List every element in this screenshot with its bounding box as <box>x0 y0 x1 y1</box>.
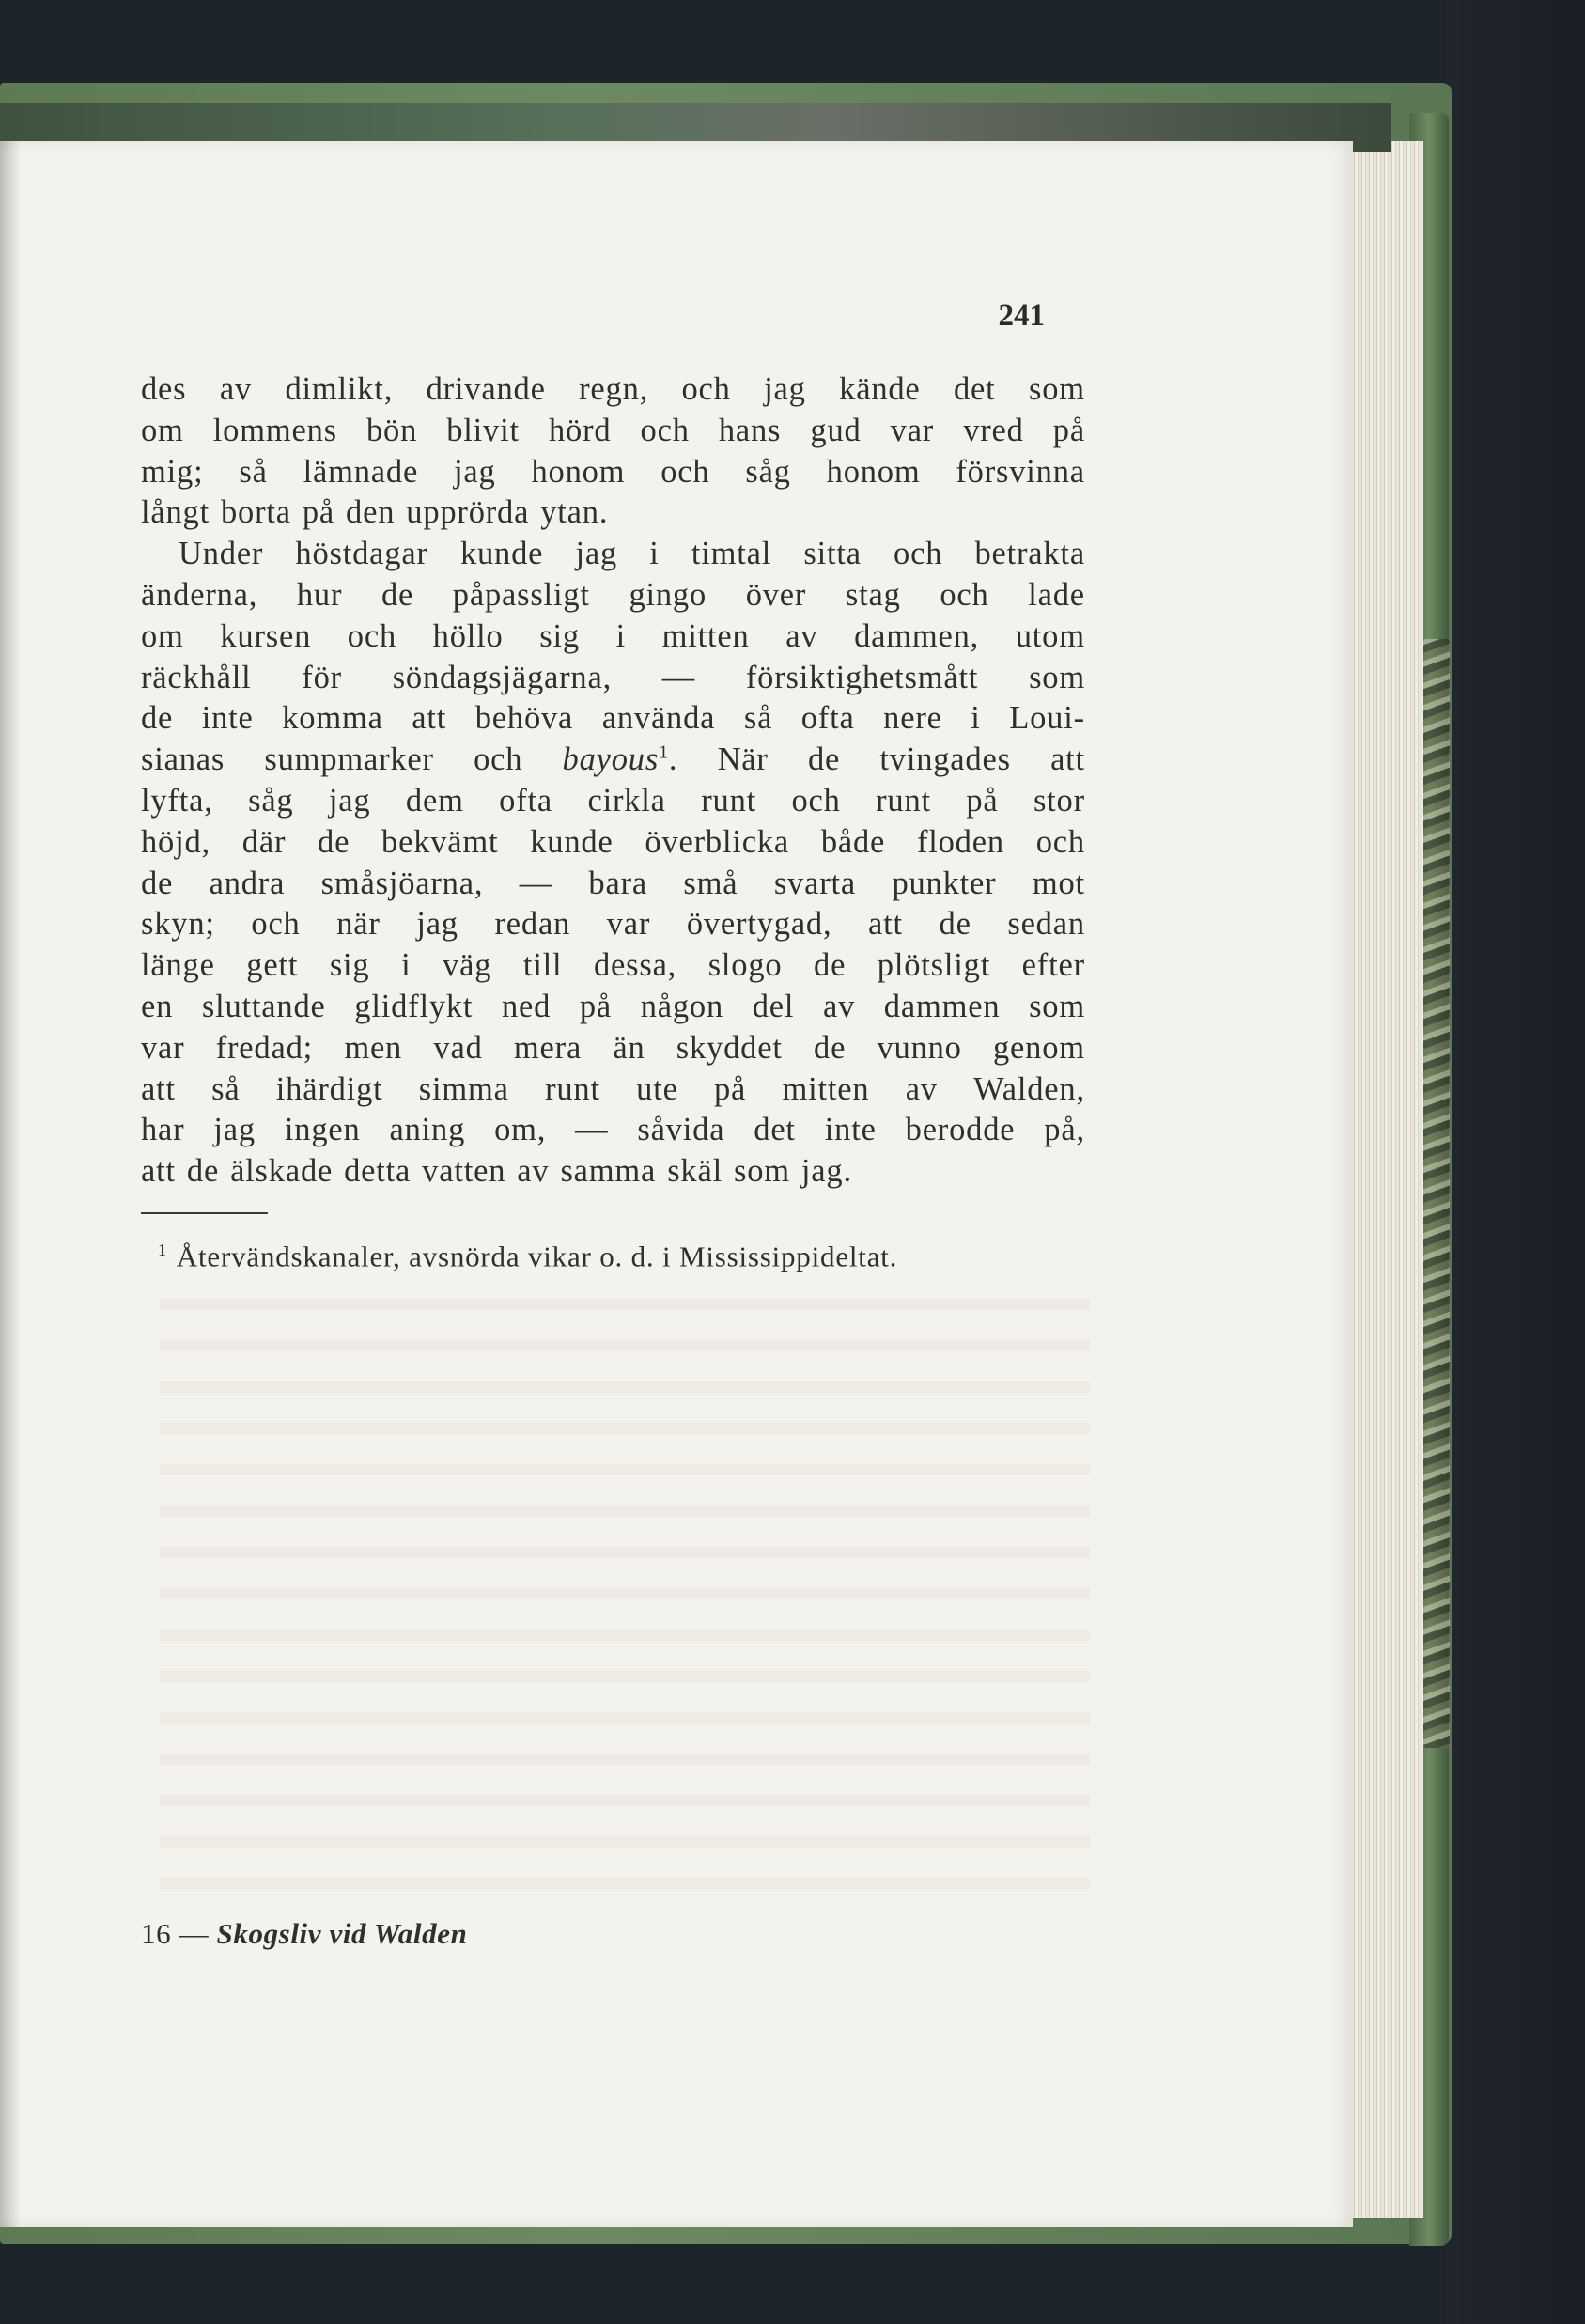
word: fredad; <box>215 1029 314 1066</box>
word: inte <box>201 700 254 737</box>
word: simma <box>418 1070 509 1107</box>
word: överblicka <box>645 823 789 860</box>
word: nere <box>883 700 942 737</box>
word: upprörda <box>406 494 530 531</box>
word: kunde <box>459 536 544 572</box>
word: i <box>615 617 626 654</box>
word: att <box>412 700 447 737</box>
word: cirkla <box>587 782 666 819</box>
word: ute <box>636 1070 678 1107</box>
word: ytan. <box>540 494 609 531</box>
word: komma <box>282 700 383 737</box>
word: sluttande <box>201 988 326 1024</box>
text-line <box>141 1069 1085 1111</box>
word: väg <box>443 947 492 984</box>
word: älskade <box>230 1153 334 1190</box>
word: någon <box>640 988 724 1024</box>
word: om <box>141 412 184 448</box>
word: bara <box>588 865 647 901</box>
text-line <box>141 1028 1085 1069</box>
word: lommens <box>212 412 337 448</box>
word: över <box>745 576 807 613</box>
word: i <box>401 947 412 984</box>
word: Loui- <box>1009 700 1085 737</box>
word: länge <box>141 947 215 984</box>
word: där <box>241 823 287 860</box>
word: de <box>381 576 414 613</box>
word: samma <box>560 1153 657 1190</box>
word: var <box>141 1029 185 1066</box>
word: hörd <box>548 412 612 448</box>
word: bekvämt <box>381 823 499 860</box>
word: sedan <box>1007 906 1085 943</box>
word: räckhåll <box>141 659 252 695</box>
word: mitten <box>661 617 750 654</box>
word: jag <box>328 782 371 819</box>
marbled-edge <box>1423 639 1450 1748</box>
word: dem <box>405 782 464 819</box>
word: slogo <box>707 947 783 984</box>
word: jag <box>764 371 806 407</box>
word: lämnade <box>303 453 419 490</box>
page-number: 241 <box>998 299 1045 333</box>
word: borta <box>220 494 291 531</box>
word: svarta <box>773 865 857 901</box>
word: bön <box>365 412 418 448</box>
word: och <box>474 741 523 778</box>
word: de <box>186 1153 220 1190</box>
word: att <box>141 1070 176 1107</box>
word: behöva <box>474 700 574 737</box>
word: och <box>681 371 731 407</box>
word: ofta <box>800 700 855 737</box>
word: När <box>717 741 769 778</box>
word: när <box>336 906 381 943</box>
footnote <box>158 1231 1088 1275</box>
body-text <box>141 369 1085 1193</box>
word: såg <box>248 782 294 819</box>
word: på <box>713 1070 747 1107</box>
text-line <box>141 822 1085 864</box>
word: små <box>683 865 738 901</box>
text-line <box>141 864 1085 905</box>
signature-title: Skogsliv vid Walden <box>216 1917 468 1950</box>
word: del <box>752 988 795 1024</box>
word: betrakta <box>974 536 1085 572</box>
word: aning <box>389 1112 466 1148</box>
word: men <box>344 1029 403 1066</box>
signature-number: 16 <box>141 1917 172 1950</box>
word: jag <box>416 906 458 943</box>
word: gingo <box>629 576 707 613</box>
word: på <box>1052 412 1085 448</box>
word: de <box>814 947 847 984</box>
word: att <box>868 906 903 943</box>
word: gud <box>810 412 862 448</box>
word: kände <box>839 371 921 407</box>
word: de <box>318 823 350 860</box>
word: att <box>141 1153 176 1190</box>
word: på <box>302 494 335 531</box>
word: var <box>606 906 651 943</box>
text-line <box>141 1110 1085 1151</box>
word: som <box>1029 988 1085 1024</box>
word: tvingades <box>879 741 1011 778</box>
word: dimlikt, <box>285 371 394 407</box>
word: de <box>141 865 174 901</box>
word: detta <box>344 1153 412 1190</box>
word: såg <box>745 453 791 490</box>
word: de <box>807 741 841 778</box>
text-line <box>141 945 1085 987</box>
word: hans <box>718 412 782 448</box>
word: sumpmarker <box>264 741 434 778</box>
footnote-rule <box>141 1212 268 1214</box>
word: lade <box>1028 576 1085 613</box>
word: och <box>640 412 690 448</box>
word: runt <box>876 782 931 819</box>
word: ofta <box>499 782 553 819</box>
word: jag. <box>800 1153 852 1190</box>
text-line <box>141 740 1085 781</box>
word: des <box>141 371 187 407</box>
word: försiktighetsmått <box>745 659 979 695</box>
word: stag <box>845 576 901 613</box>
word: vad <box>433 1029 483 1066</box>
word: honom <box>531 453 626 490</box>
background-right <box>1447 0 1585 2324</box>
text-line <box>141 987 1085 1028</box>
page-edges <box>1344 141 1423 2218</box>
text-line <box>141 658 1085 699</box>
word: hur <box>296 576 343 613</box>
word: stor <box>1033 782 1085 819</box>
word: sitta <box>803 536 862 572</box>
footnote-ref: 1 <box>659 741 669 763</box>
page-gutter-shadow <box>0 141 21 2227</box>
text-line <box>141 534 1085 575</box>
word: har <box>141 1112 185 1148</box>
word: ned <box>501 988 552 1024</box>
word: var <box>890 412 935 448</box>
word: och <box>940 576 989 613</box>
word: blivit <box>446 412 520 448</box>
word: mera <box>513 1029 583 1066</box>
text-line <box>141 411 1085 452</box>
word: på <box>579 988 613 1024</box>
word: övertygad, <box>686 906 832 943</box>
word: dessa, <box>593 947 677 984</box>
word: av <box>785 617 818 654</box>
word: att <box>1050 741 1085 778</box>
word: så <box>211 1070 241 1107</box>
word: till <box>522 947 563 984</box>
show-through-text <box>160 1278 1090 1898</box>
word: och <box>251 906 301 943</box>
word: honom <box>826 453 921 490</box>
word: glidflykt <box>354 988 474 1024</box>
word: av <box>822 988 856 1024</box>
word: Under <box>179 536 264 572</box>
word: regn, <box>579 371 649 407</box>
word: i <box>649 536 660 572</box>
printer-signature <box>141 1917 467 1951</box>
word: på <box>966 782 999 819</box>
word: skyddet <box>676 1029 783 1066</box>
word: mig; <box>141 453 204 490</box>
text-line <box>141 904 1085 945</box>
word: som <box>733 1153 790 1190</box>
word: och <box>1035 823 1085 860</box>
word: dammen, <box>854 617 980 654</box>
word: det <box>953 371 996 407</box>
word: ihärdigt <box>275 1070 383 1107</box>
word: av <box>219 371 252 407</box>
word: timtal <box>691 536 772 572</box>
word: efter <box>1021 947 1085 984</box>
word: kunde <box>530 823 614 860</box>
word: genom <box>993 1029 1085 1066</box>
word: höstdagar <box>295 536 428 572</box>
text-line <box>141 698 1085 740</box>
word: ingen <box>284 1112 361 1148</box>
word: plötsligt <box>877 947 991 984</box>
signature-dash: — <box>179 1917 210 1950</box>
word: den <box>346 494 396 531</box>
word: floden <box>916 823 1004 860</box>
word: änderna, <box>141 576 258 613</box>
word: jag <box>454 453 496 490</box>
word: skäl <box>667 1153 723 1190</box>
word: höjd, <box>141 823 210 860</box>
word: långt <box>141 494 210 531</box>
word: om, <box>494 1112 547 1148</box>
word: de <box>939 906 971 943</box>
word: lyfta, <box>141 782 213 819</box>
word: och <box>347 617 396 654</box>
word: både <box>820 823 886 860</box>
word: och <box>791 782 841 819</box>
word: gett <box>246 947 299 984</box>
word: redan <box>494 906 571 943</box>
word: jag <box>213 1112 256 1148</box>
word: så <box>743 700 773 737</box>
text-line <box>141 1151 1085 1193</box>
word: påpassligt <box>452 576 590 613</box>
word: vred <box>963 412 1024 448</box>
word: söndagsjägarna, <box>392 659 613 695</box>
word: i <box>971 700 981 737</box>
word: på, <box>1044 1112 1085 1148</box>
word: som <box>1028 371 1085 407</box>
word: inte <box>824 1112 877 1148</box>
text-line <box>141 492 1085 534</box>
word: kursen <box>220 617 312 654</box>
word: småsjöarna, <box>320 865 484 901</box>
word: de <box>814 1029 847 1066</box>
word: för <box>302 659 342 695</box>
word: punkter <box>892 865 997 901</box>
word: sianas <box>141 741 225 778</box>
word: berodde <box>905 1112 1016 1148</box>
word: Walden, <box>973 1070 1085 1107</box>
word: det <box>754 1112 796 1148</box>
word: höllo <box>432 617 504 654</box>
text-line <box>141 616 1085 658</box>
word: om <box>141 617 184 654</box>
word: så <box>239 453 268 490</box>
word: de <box>141 700 174 737</box>
text-line <box>141 369 1085 411</box>
word: — <box>661 659 696 695</box>
word: en <box>141 988 174 1024</box>
word: — <box>575 1112 609 1148</box>
word: runt <box>701 782 757 819</box>
word: och <box>660 453 710 490</box>
word: och <box>894 536 943 572</box>
word: runt <box>545 1070 600 1107</box>
word: mitten <box>782 1070 870 1107</box>
word: vunno <box>877 1029 962 1066</box>
word: använda <box>601 700 716 737</box>
word: — <box>519 865 552 901</box>
word: som <box>1029 659 1085 695</box>
word: utom <box>1015 617 1085 654</box>
text-line <box>141 452 1085 493</box>
word: dammen <box>883 988 1001 1024</box>
word: försvinna <box>956 453 1085 490</box>
word: sig <box>539 617 580 654</box>
text-line <box>141 781 1085 822</box>
word: mot <box>1032 865 1085 901</box>
word: andra <box>209 865 286 901</box>
italic-word: bayous$^1$. <box>562 741 678 778</box>
word: sig <box>329 947 370 984</box>
footnote-mark: 1 <box>158 1240 167 1259</box>
word: drivande <box>426 371 546 407</box>
word: av <box>905 1070 938 1107</box>
word: skyn; <box>141 906 215 943</box>
word: jag <box>575 536 618 572</box>
footnote-text: Återvändskanaler, avsnörda vikar o. d. i Mississippideltat. <box>176 1240 898 1273</box>
text-line <box>141 575 1085 616</box>
word: såvida <box>637 1112 725 1148</box>
word: än <box>613 1029 645 1066</box>
word: vatten <box>422 1153 506 1190</box>
word: av <box>517 1153 550 1190</box>
